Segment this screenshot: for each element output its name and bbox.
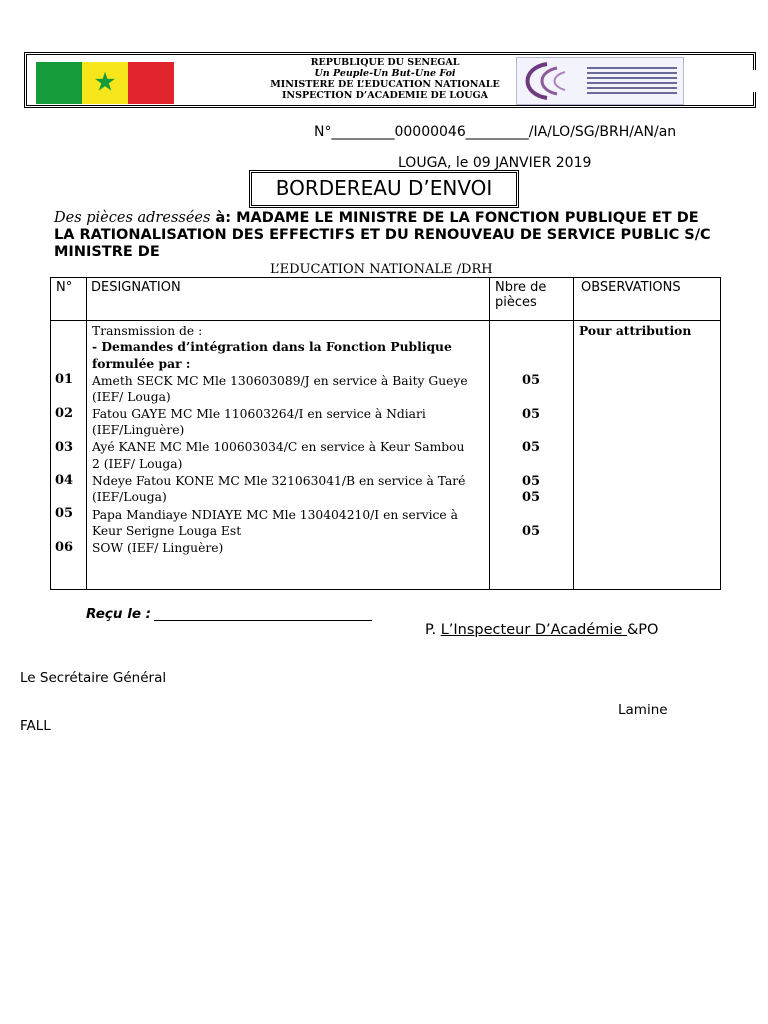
signatory-suffix: &PO: [627, 622, 659, 638]
addressee-body: : MADAME LE MINISTRE DE LA FONCTION PUBLIQUE ET DE LA RATIONALISATION DES EFFECTIFS ET DU RENOUVEAU DE SERVICE PUBLIC S/C MINISTRE DE: [54, 210, 711, 260]
addressee-block: [54, 210, 714, 261]
header-institution: [200, 57, 570, 101]
addressee-line2: L’EDUCATION NATIONALE /DRH: [270, 262, 493, 277]
row-number: 06: [55, 540, 74, 555]
row-pieces: 05: [521, 490, 541, 505]
row-pieces: 05: [521, 373, 541, 388]
table-divider: [86, 278, 87, 589]
row-designation-cont: (IEF/Linguère): [92, 423, 185, 437]
row-designation-cont: 2 (IEF/ Louga): [92, 457, 183, 471]
secretary-general-title: Le Secrétaire Général: [20, 670, 167, 686]
row-designation-cont: (IEF/Louga): [92, 490, 167, 504]
row-designation-cont: (IEF/ Louga): [92, 390, 171, 404]
received-label: Reçu le :: [86, 606, 152, 622]
row-number: 01: [55, 372, 74, 387]
row-designation: Ayé KANE MC Mle 100603034/C en service à Keur Sambou: [92, 440, 465, 454]
signatory-prefix: P.: [425, 622, 441, 638]
signatory-title: [425, 622, 658, 638]
transmission-label: Transmission de :: [92, 324, 203, 338]
row-number: 03: [55, 440, 74, 455]
row-pieces: 05: [521, 474, 541, 489]
document-date: LOUGA, le 09 JANVIER 2019: [398, 155, 592, 171]
signatory-last-name: FALL: [20, 718, 51, 734]
addressee-a: à: [210, 210, 226, 226]
column-header-number: N°: [56, 280, 73, 295]
document-title: BORDEREAU D’ENVOI: [249, 170, 519, 208]
blank-box: [712, 70, 756, 92]
table-divider: [573, 278, 574, 589]
ministry-name: MINISTERE DE L’EDUCATION NATIONALE: [270, 79, 500, 90]
table-divider: [489, 278, 490, 589]
row-designation: Ameth SECK MC Mle 130603089/J en service à Baity Gueye: [92, 374, 468, 388]
row-number: 02: [55, 406, 74, 421]
flag-red-band: [128, 62, 174, 104]
flag-yellow-band: [82, 62, 128, 104]
signatory-first-name: Lamine: [618, 702, 668, 718]
row-number: 04: [55, 473, 74, 488]
table-divider: [51, 320, 720, 321]
reference-number: N°_________00000046_________/IA/LO/SG/BRH/AN/an: [314, 124, 677, 140]
row-designation-cont: Keur Serigne Louga Est: [92, 524, 242, 538]
national-motto: Un Peuple-Un But-Une Foi: [314, 68, 456, 79]
column-header-designation: DESIGNATION: [91, 280, 181, 295]
republic-name: REPUBLIQUE DU SENEGAL: [310, 57, 460, 68]
row-pieces: 05: [521, 524, 541, 539]
row-pieces: 05: [521, 440, 541, 455]
flag-star-icon: ★: [93, 67, 117, 98]
row-designation: SOW (IEF/ Linguère): [92, 541, 224, 555]
column-header-observations: OBSERVATIONS: [581, 280, 681, 295]
request-subject: - Demandes d’intégration dans la Fonction Publique formulée par :: [92, 339, 452, 371]
senegal-flag-icon: [36, 62, 174, 104]
column-header-pieces: Nbre de pièces: [495, 280, 547, 310]
inspection-name: INSPECTION D’ACADEMIE DE LOUGA: [281, 90, 489, 101]
flag-green-band: [36, 62, 82, 104]
row-pieces: 05: [521, 407, 541, 422]
observation-text: Pour attribution: [579, 323, 692, 338]
row-designation: Ndeye Fatou KONE MC Mle 321063041/B en service à Taré: [92, 474, 466, 488]
inspector-title: L’Inspecteur D’Académie: [440, 622, 627, 638]
addressee-intro: Des pièces adressées: [54, 210, 211, 226]
received-date-line[interactable]: [154, 620, 372, 621]
shipment-table: [50, 277, 721, 590]
row-number: 05: [55, 506, 74, 521]
academy-logo-icon: [516, 57, 684, 105]
row-designation: Papa Mandiaye NDIAYE MC Mle 130404210/I en service à: [92, 508, 458, 522]
row-designation: Fatou GAYE MC Mle 110603264/I en service à Ndiari: [92, 407, 426, 421]
